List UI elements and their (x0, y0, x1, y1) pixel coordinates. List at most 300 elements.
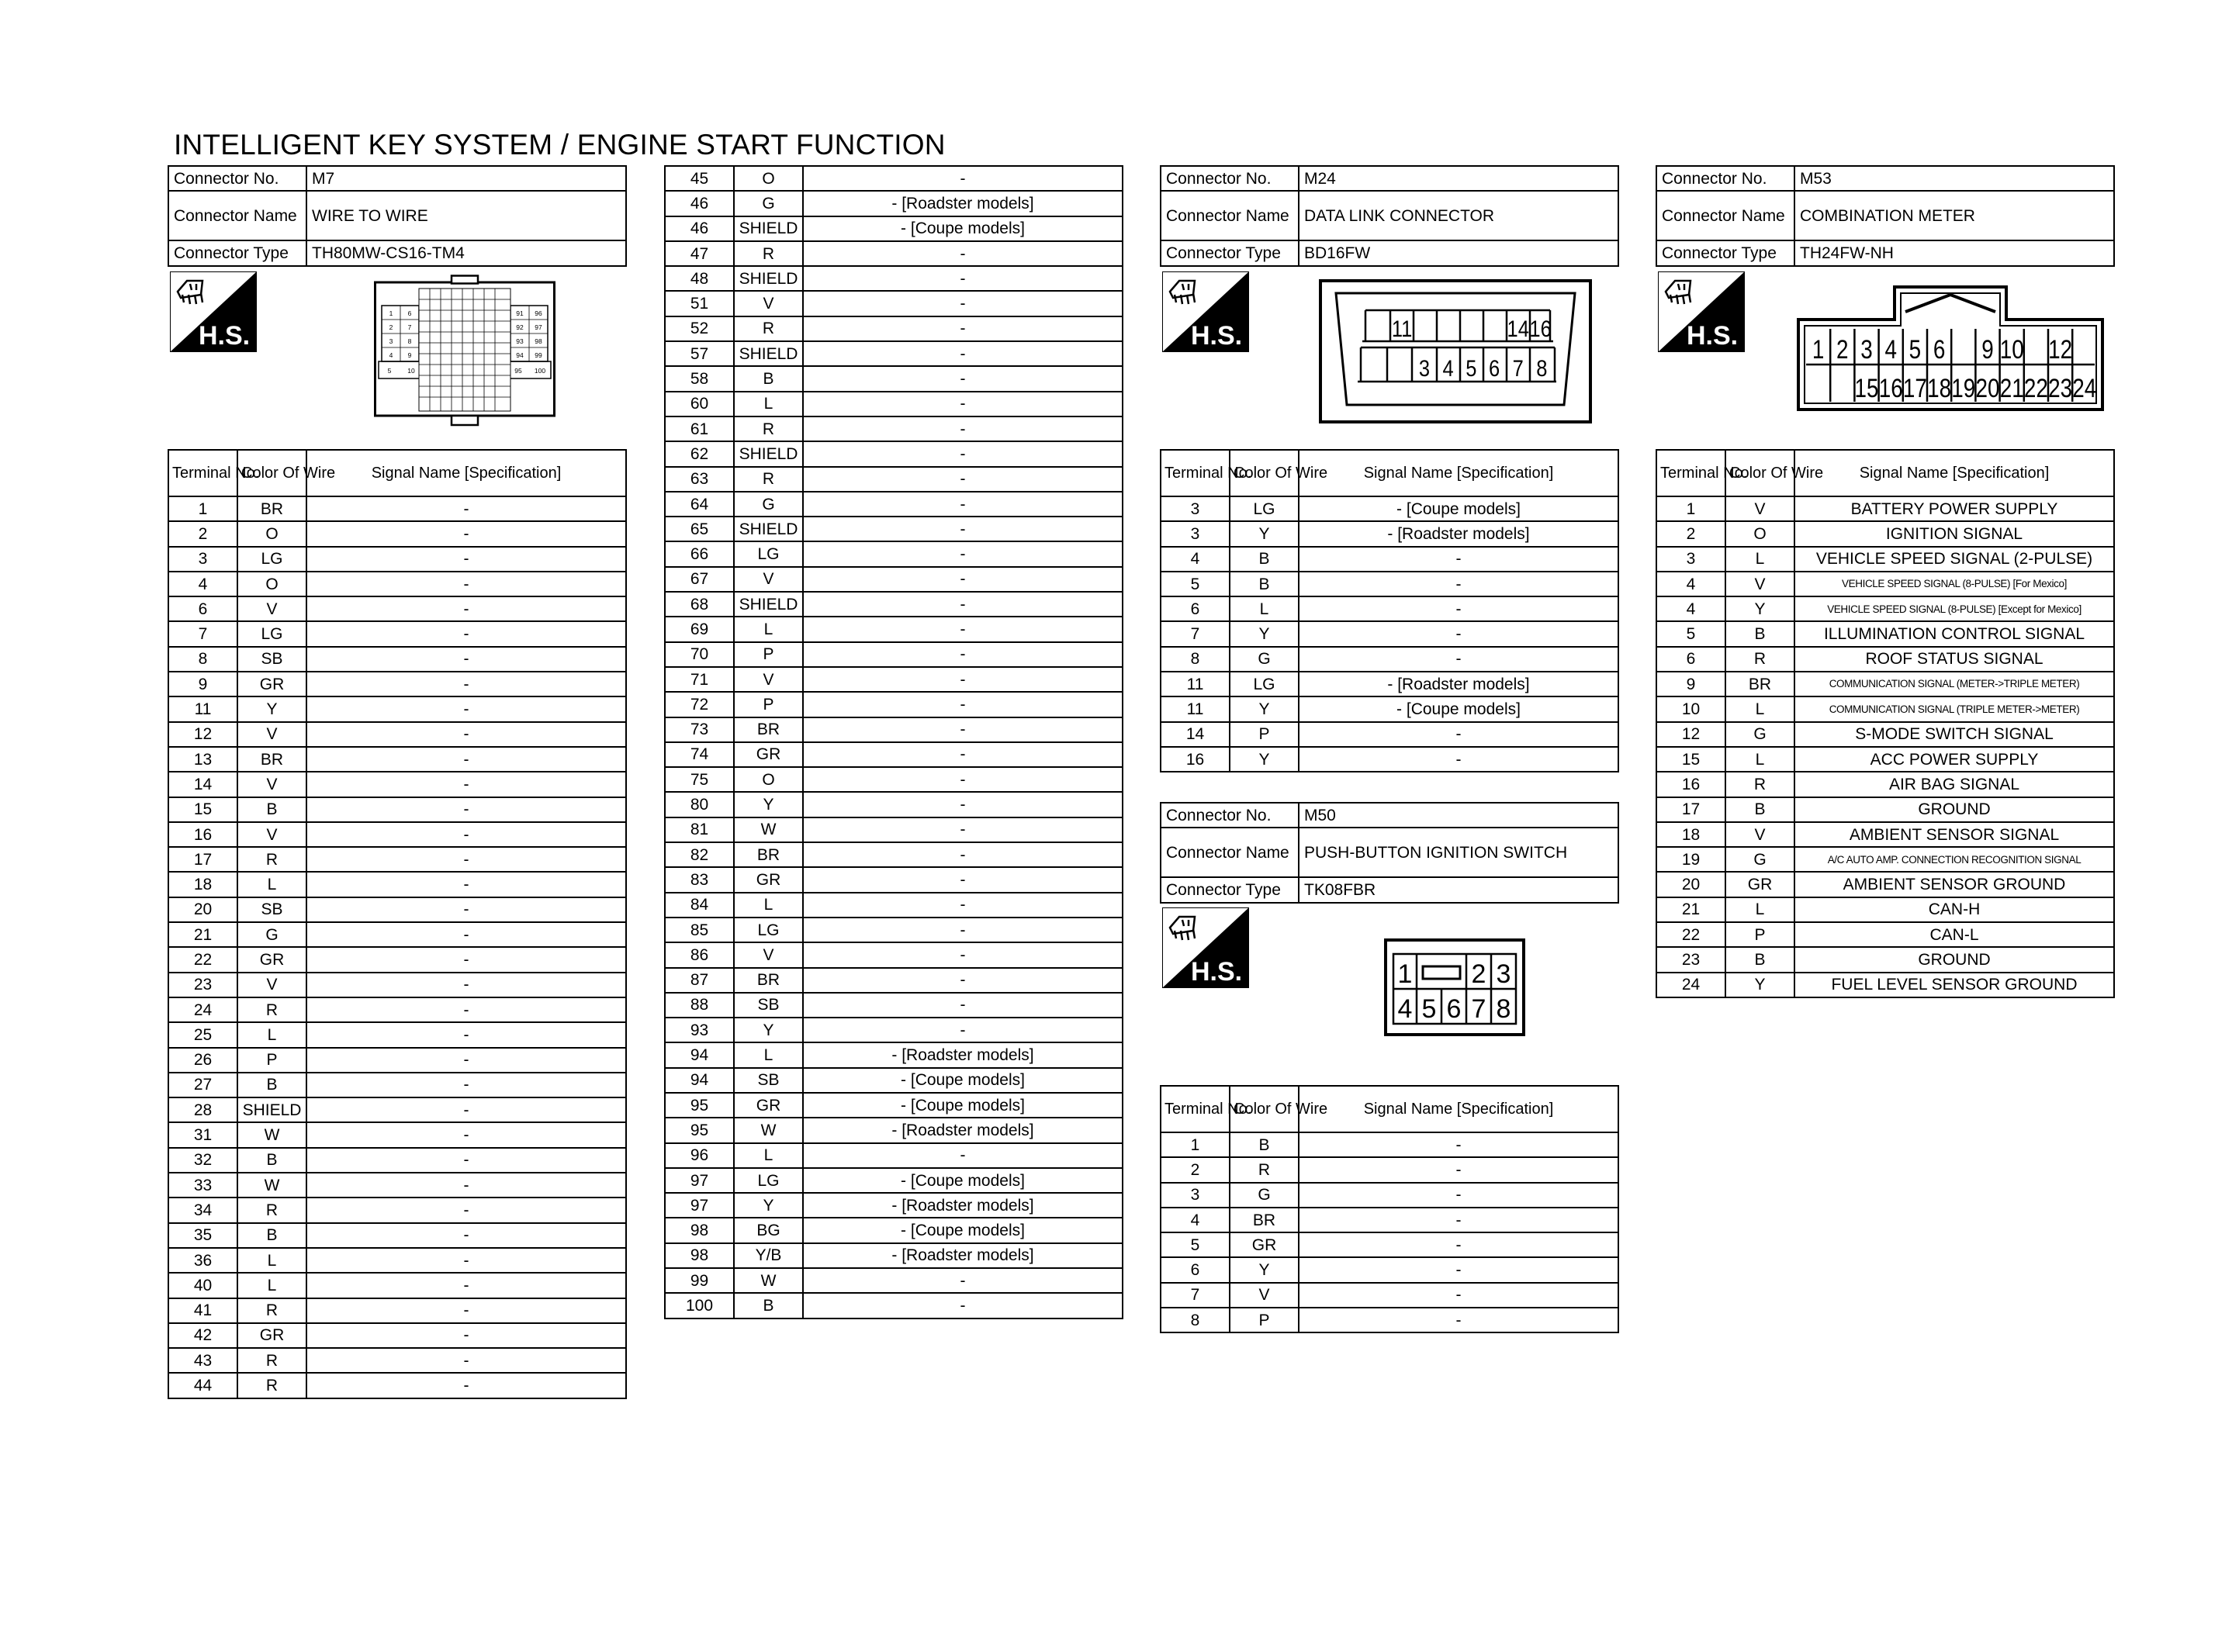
wire-color-cell: LG (237, 621, 306, 646)
m7-info (168, 165, 627, 267)
terminal-no-cell: 82 (665, 842, 734, 867)
table-row (168, 496, 626, 521)
terminal-no-cell: 93 (665, 1018, 734, 1042)
signal-name-cell: - [Roadster models] (803, 1193, 1123, 1218)
signal-name-cell: - (1299, 722, 1618, 747)
wire-color-cell: Y (1230, 1257, 1299, 1282)
m24-face-pin: 11 (1391, 316, 1413, 342)
terminal-no-cell: 15 (168, 797, 237, 822)
signal-name-cell: CAN-L (1794, 922, 2114, 947)
m53-face-pin: 5 (1909, 334, 1922, 365)
table-row (168, 922, 626, 947)
terminal-no-cell: 100 (665, 1293, 734, 1318)
signal-name-cell: - (803, 316, 1123, 341)
terminal-no-cell: 22 (168, 947, 237, 972)
table-row (1656, 572, 2114, 596)
terminal-no-cell: 41 (168, 1298, 237, 1323)
signal-name-cell: - (306, 1198, 626, 1222)
table-row (168, 1122, 626, 1147)
signal-name-cell: - (803, 642, 1123, 667)
signal-name-cell: - [Coupe models] (1299, 496, 1618, 521)
harness-side-icon (1658, 271, 1745, 352)
signal-name-cell: - (306, 847, 626, 872)
signal-name-cell: - (803, 717, 1123, 742)
table-row (1656, 647, 2114, 672)
wire-color-cell: V (237, 596, 306, 621)
signal-name-cell: - [Coupe models] (803, 216, 1123, 241)
wire-color-cell: B (1230, 1132, 1299, 1157)
wire-color-cell: Y (1230, 696, 1299, 721)
terminal-no-cell: 18 (1656, 822, 1725, 847)
signal-name-cell: - (803, 1018, 1123, 1042)
terminal-no-cell: 87 (665, 968, 734, 993)
table-row (168, 1073, 626, 1097)
signal-name-cell: - [Coupe models] (803, 1218, 1123, 1242)
table-row (1161, 1183, 1618, 1208)
signal-name-cell: - [Roadster models] (803, 191, 1123, 216)
signal-name-cell: - (306, 922, 626, 947)
signal-name-cell: - [Coupe models] (803, 1093, 1123, 1118)
signal-name-cell: - (803, 541, 1123, 566)
m53-face-pin: 24 (2072, 373, 2097, 403)
terminal-no-cell: 22 (1656, 922, 1725, 947)
signal-name-cell: - (306, 997, 626, 1022)
terminal-no-cell: 31 (168, 1122, 237, 1147)
wire-color-cell: O (734, 166, 803, 191)
wire-color-cell: BR (734, 717, 803, 742)
terminal-no-cell: 20 (168, 897, 237, 922)
terminal-no-cell: 45 (665, 166, 734, 191)
wire-color-cell: L (1230, 596, 1299, 621)
signal-name-cell: - (306, 1348, 626, 1373)
harness-side-icon (1162, 271, 1249, 352)
wire-color-cell: B (1725, 621, 1794, 646)
wire-color-cell: P (734, 692, 803, 717)
signal-name-cell: - (306, 621, 626, 646)
terminal-no-cell: 7 (168, 621, 237, 646)
m53-face-pin: 23 (2048, 373, 2073, 403)
terminal-no-cell: 98 (665, 1243, 734, 1268)
signal-name-cell: - (306, 1248, 626, 1273)
signal-name-cell: AMBIENT SENSOR SIGNAL (1794, 822, 2114, 847)
signal-name-cell: - (803, 918, 1123, 942)
table-row (168, 672, 626, 696)
signal-name-cell: - (306, 1173, 626, 1198)
table-row (168, 1273, 626, 1298)
terminal-no-cell: 1 (168, 496, 237, 521)
wire-color-cell: B (1725, 797, 1794, 822)
signal-name-cell: - (1299, 547, 1618, 572)
signal-name-cell: - (1299, 747, 1618, 772)
signal-name-cell: - (803, 241, 1123, 266)
table-row (1161, 1232, 1618, 1257)
wire-color-cell: BR (1230, 1208, 1299, 1232)
signal-name-cell: - (1299, 647, 1618, 672)
signal-name-cell: - (803, 893, 1123, 918)
table-row (1656, 521, 2114, 546)
wire-color-cell: SB (734, 993, 803, 1018)
wire-color-cell: L (237, 1022, 306, 1047)
wire-color-cell: G (1725, 722, 1794, 747)
signal-name-header: Signal Name [Specification] (306, 450, 626, 496)
table-row (1161, 1257, 1618, 1282)
m24-face-pin: 5 (1466, 355, 1477, 382)
terminal-no-cell: 6 (168, 596, 237, 621)
table-row (1161, 1308, 1618, 1332)
wire-color-cell: P (1230, 722, 1299, 747)
table-row (665, 817, 1123, 842)
wire-color-cell: SB (237, 647, 306, 672)
wire-color-cell: R (734, 241, 803, 266)
terminal-no-cell: 67 (665, 567, 734, 592)
table-row (665, 1193, 1123, 1218)
table-row (665, 667, 1123, 692)
table-row (1656, 672, 2114, 696)
signal-name-cell: - (306, 1148, 626, 1173)
terminal-no-cell: 13 (168, 747, 237, 772)
wire-color-cell: R (1725, 772, 1794, 797)
wire-color-cell: Y (1230, 521, 1299, 546)
table-row (665, 266, 1123, 291)
table-row (665, 1268, 1123, 1293)
wire-color-cell: L (734, 893, 803, 918)
wire-color-cell: G (1230, 1183, 1299, 1208)
m24-connector-no: M24 (1299, 166, 1618, 191)
table-row (1656, 696, 2114, 721)
terminal-no-cell: 6 (1161, 1257, 1230, 1282)
wire-color-cell: R (237, 1298, 306, 1323)
wire-color-cell: W (237, 1122, 306, 1147)
wire-color-cell: Y (734, 792, 803, 817)
wire-color-cell: G (1230, 647, 1299, 672)
table-row (665, 441, 1123, 466)
wire-color-cell: GR (1725, 872, 1794, 897)
table-row (1161, 672, 1618, 696)
terminal-no-cell: 70 (665, 642, 734, 667)
table-row (1161, 521, 1618, 546)
wire-color-cell: LG (734, 1168, 803, 1193)
m50-connector-type: TK08FBR (1299, 877, 1618, 902)
harness-side-icon (1162, 907, 1249, 988)
signal-name-cell: - (306, 797, 626, 822)
wire-color-cell: GR (237, 1323, 306, 1348)
wire-color-cell: GR (237, 672, 306, 696)
table-row (665, 592, 1123, 617)
signal-name-cell: - (306, 872, 626, 897)
terminal-no-cell: 11 (1161, 672, 1230, 696)
m7-connector-no: M7 (306, 166, 626, 191)
table-row (168, 997, 626, 1022)
wire-color-cell: R (734, 316, 803, 341)
m24-connector-face (1319, 279, 1592, 423)
terminal-no-cell: 57 (665, 341, 734, 366)
signal-name-cell: - (306, 747, 626, 772)
table-row (168, 521, 626, 546)
table-row (1656, 922, 2114, 947)
wire-color-cell: P (237, 1048, 306, 1073)
m24-face-pin: 6 (1489, 355, 1500, 382)
m7-face-pin: 98 (535, 337, 542, 345)
terminal-no-cell: 6 (1161, 596, 1230, 621)
m7-connector-type: TH80MW-CS16-TM4 (306, 240, 626, 265)
signal-name-cell: - (803, 392, 1123, 416)
signal-name-cell: CAN-H (1794, 897, 2114, 922)
wire-color-cell: V (237, 722, 306, 747)
terminal-no-cell: 32 (168, 1148, 237, 1173)
terminal-no-cell: 63 (665, 467, 734, 492)
m7-terminal-table-2 (664, 165, 1123, 1319)
m53-face-pin: 3 (1860, 334, 1873, 365)
signal-name-cell: BATTERY POWER SUPPLY (1794, 496, 2114, 521)
signal-name-cell: - (803, 942, 1123, 967)
table-row (665, 642, 1123, 667)
table-row (665, 1068, 1123, 1093)
signal-name-cell: - [Coupe models] (803, 1168, 1123, 1193)
m53-face-pin: 15 (1854, 373, 1879, 403)
table-row (168, 722, 626, 747)
signal-name-cell: - [Coupe models] (803, 1068, 1123, 1093)
m24-terminal-table (1160, 449, 1619, 772)
table-row (1656, 722, 2114, 747)
wire-color-cell: V (237, 973, 306, 997)
m50-face-pin: 2 (1471, 959, 1486, 989)
table-row (168, 572, 626, 596)
signal-name-cell: - (306, 647, 626, 672)
table-row (168, 872, 626, 897)
terminal-no-cell: 74 (665, 742, 734, 767)
signal-name-cell: - (306, 947, 626, 972)
table-row (665, 467, 1123, 492)
wire-color-cell: BR (237, 496, 306, 521)
connector-no-label: Connector No. (1161, 166, 1299, 191)
hs-label: H.S. (198, 321, 251, 351)
signal-name-cell: - (306, 496, 626, 521)
signal-name-cell: GROUND (1794, 947, 2114, 972)
table-row (665, 1293, 1123, 1318)
signal-name-cell: - (1299, 572, 1618, 596)
table-row (665, 541, 1123, 566)
signal-name-cell: - (803, 291, 1123, 316)
wire-color-cell: O (237, 521, 306, 546)
m24-face-pin: 4 (1442, 355, 1454, 382)
m7-face-pin: 2 (389, 323, 393, 331)
wire-color-cell: G (734, 191, 803, 216)
table-row (1656, 772, 2114, 797)
terminal-no-cell: 9 (168, 672, 237, 696)
terminal-no-cell: 69 (665, 617, 734, 641)
terminal-no-cell: 35 (168, 1223, 237, 1248)
signal-name-header: Signal Name [Specification] (1299, 450, 1618, 496)
wire-color-cell: R (1725, 647, 1794, 672)
table-row (1161, 722, 1618, 747)
terminal-no-cell: 36 (168, 1248, 237, 1273)
m7-face-pin: 9 (407, 351, 412, 359)
terminal-no-cell: 2 (168, 521, 237, 546)
terminal-no-cell: 5 (1161, 572, 1230, 596)
table-row (168, 1022, 626, 1047)
connector-type-label: Connector Type (1656, 240, 1794, 265)
terminal-no-cell: 73 (665, 717, 734, 742)
terminal-no-cell: 43 (168, 1348, 237, 1373)
table-row (665, 316, 1123, 341)
signal-name-cell: - (1299, 621, 1618, 646)
table-row (168, 797, 626, 822)
connector-name-label: Connector Name (1656, 191, 1794, 240)
wire-color-cell: O (1725, 521, 1794, 546)
table-row (665, 717, 1123, 742)
wire-color-cell: P (1725, 922, 1794, 947)
terminal-no-cell: 66 (665, 541, 734, 566)
table-row (1161, 547, 1618, 572)
connector-no-label: Connector No. (168, 166, 306, 191)
table-row (665, 517, 1123, 541)
terminal-no-cell: 72 (665, 692, 734, 717)
signal-name-cell: - (803, 1293, 1123, 1318)
wire-color-cell: R (734, 467, 803, 492)
table-row (168, 596, 626, 621)
wire-color-cell: L (237, 1248, 306, 1273)
terminal-no-cell: 12 (168, 722, 237, 747)
wire-color-cell: Y (734, 1018, 803, 1042)
wire-color-cell: GR (734, 1093, 803, 1118)
m24-face-pin: 3 (1418, 355, 1431, 382)
wire-color-cell: L (1725, 897, 1794, 922)
m7-terminal-table-1 (168, 449, 627, 1399)
terminal-no-cell: 4 (1656, 596, 1725, 621)
m50-face-pin: 6 (1446, 994, 1462, 1024)
signal-name-cell: VEHICLE SPEED SIGNAL (2-PULSE) (1794, 547, 2114, 572)
terminal-no-cell: 46 (665, 216, 734, 241)
m53-face-pin: 1 (1812, 334, 1825, 365)
m53-face-pin: 10 (1999, 334, 2024, 365)
terminal-no-cell: 97 (665, 1193, 734, 1218)
wire-color-cell: B (237, 797, 306, 822)
terminal-no-cell: 11 (1161, 696, 1230, 721)
signal-name-cell: - (803, 441, 1123, 466)
m50-face-pin: 7 (1471, 994, 1486, 1024)
m7-face-pin: 5 (387, 367, 392, 375)
terminal-no-cell: 19 (1656, 847, 1725, 872)
connector-name-label: Connector Name (168, 191, 306, 240)
wire-color-cell: BR (734, 842, 803, 867)
m7-face-pin: 7 (407, 323, 412, 331)
terminal-no-cell: 23 (168, 973, 237, 997)
signal-name-cell: - (803, 993, 1123, 1018)
m7-face-pin: 1 (389, 309, 393, 317)
wire-color-cell: V (734, 942, 803, 967)
m24-face-pin: 14 (1507, 316, 1529, 342)
wire-color-cell: G (1725, 847, 1794, 872)
signal-name-cell: VEHICLE SPEED SIGNAL (8-PULSE) [For Mexico] (1794, 572, 2114, 596)
wire-color-cell: GR (1230, 1232, 1299, 1257)
m50-face-pin: 1 (1397, 959, 1413, 989)
signal-name-cell: - [Roadster models] (803, 1243, 1123, 1268)
table-row (665, 993, 1123, 1018)
table-row (168, 547, 626, 572)
m53-face-pin: 22 (2023, 373, 2048, 403)
signal-name-cell: - (803, 517, 1123, 541)
signal-name-cell: - (803, 742, 1123, 767)
terminal-no-cell: 17 (168, 847, 237, 872)
terminal-no-cell: 4 (1656, 572, 1725, 596)
m50-face-pin: 8 (1496, 994, 1511, 1024)
wire-color-cell: V (734, 291, 803, 316)
table-row (168, 822, 626, 847)
terminal-no-header: Terminal No. (1161, 450, 1230, 496)
wire-color-cell: Y (237, 696, 306, 721)
wire-color-cell: BR (734, 968, 803, 993)
signal-name-cell: - [Roadster models] (1299, 672, 1618, 696)
terminal-no-header: Terminal No. (1161, 1086, 1230, 1132)
table-row (168, 947, 626, 972)
table-row (1161, 747, 1618, 772)
terminal-no-cell: 27 (168, 1073, 237, 1097)
wire-color-cell: SB (734, 1068, 803, 1093)
table-row (168, 1348, 626, 1373)
table-row (1161, 596, 1618, 621)
table-row (665, 216, 1123, 241)
wire-color-cell: Y (1725, 596, 1794, 621)
terminal-no-cell: 68 (665, 592, 734, 617)
terminal-no-cell: 3 (168, 547, 237, 572)
terminal-no-cell: 18 (168, 872, 237, 897)
table-row (1656, 973, 2114, 997)
wire-color-cell: R (237, 847, 306, 872)
table-row (1656, 822, 2114, 847)
wire-color-cell: Y (1230, 621, 1299, 646)
m50-terminal-table (1160, 1085, 1619, 1333)
wire-color-cell: B (237, 1073, 306, 1097)
table-row (168, 1323, 626, 1348)
terminal-no-cell: 3 (1161, 1183, 1230, 1208)
wire-color-cell: SHIELD (734, 216, 803, 241)
terminal-no-cell: 8 (1161, 1308, 1230, 1332)
signal-name-cell: - (306, 596, 626, 621)
signal-name-cell: - (1299, 1257, 1618, 1282)
wire-color-cell: LG (1230, 496, 1299, 521)
table-row (168, 647, 626, 672)
signal-name-cell: - (803, 492, 1123, 517)
terminal-no-cell: 12 (1656, 722, 1725, 747)
terminal-no-cell: 84 (665, 893, 734, 918)
wire-color-cell: R (237, 997, 306, 1022)
table-row (1161, 1208, 1618, 1232)
table-row (665, 893, 1123, 918)
wire-color-cell: R (734, 416, 803, 441)
m7-face-pin: 97 (535, 323, 542, 331)
table-row (665, 392, 1123, 416)
signal-name-cell: - (803, 692, 1123, 717)
wire-color-cell: V (734, 667, 803, 692)
m50-connector-no: M50 (1299, 803, 1618, 828)
connector-type-label: Connector Type (1161, 877, 1299, 902)
signal-name-cell: - (306, 672, 626, 696)
table-row (168, 1097, 626, 1122)
terminal-no-cell: 80 (665, 792, 734, 817)
signal-name-header: Signal Name [Specification] (1299, 1086, 1618, 1132)
wire-color-cell: V (237, 822, 306, 847)
terminal-no-cell: 97 (665, 1168, 734, 1193)
m53-face-pin: 21 (1999, 373, 2024, 403)
terminal-no-cell: 46 (665, 191, 734, 216)
m53-face-pin: 2 (1836, 334, 1849, 365)
signal-name-cell: - (306, 897, 626, 922)
terminal-no-cell: 7 (1161, 621, 1230, 646)
harness-side-icon (170, 271, 257, 352)
m24-face-pin: 7 (1512, 355, 1524, 382)
terminal-no-cell: 81 (665, 817, 734, 842)
signal-name-cell: - (306, 1273, 626, 1298)
